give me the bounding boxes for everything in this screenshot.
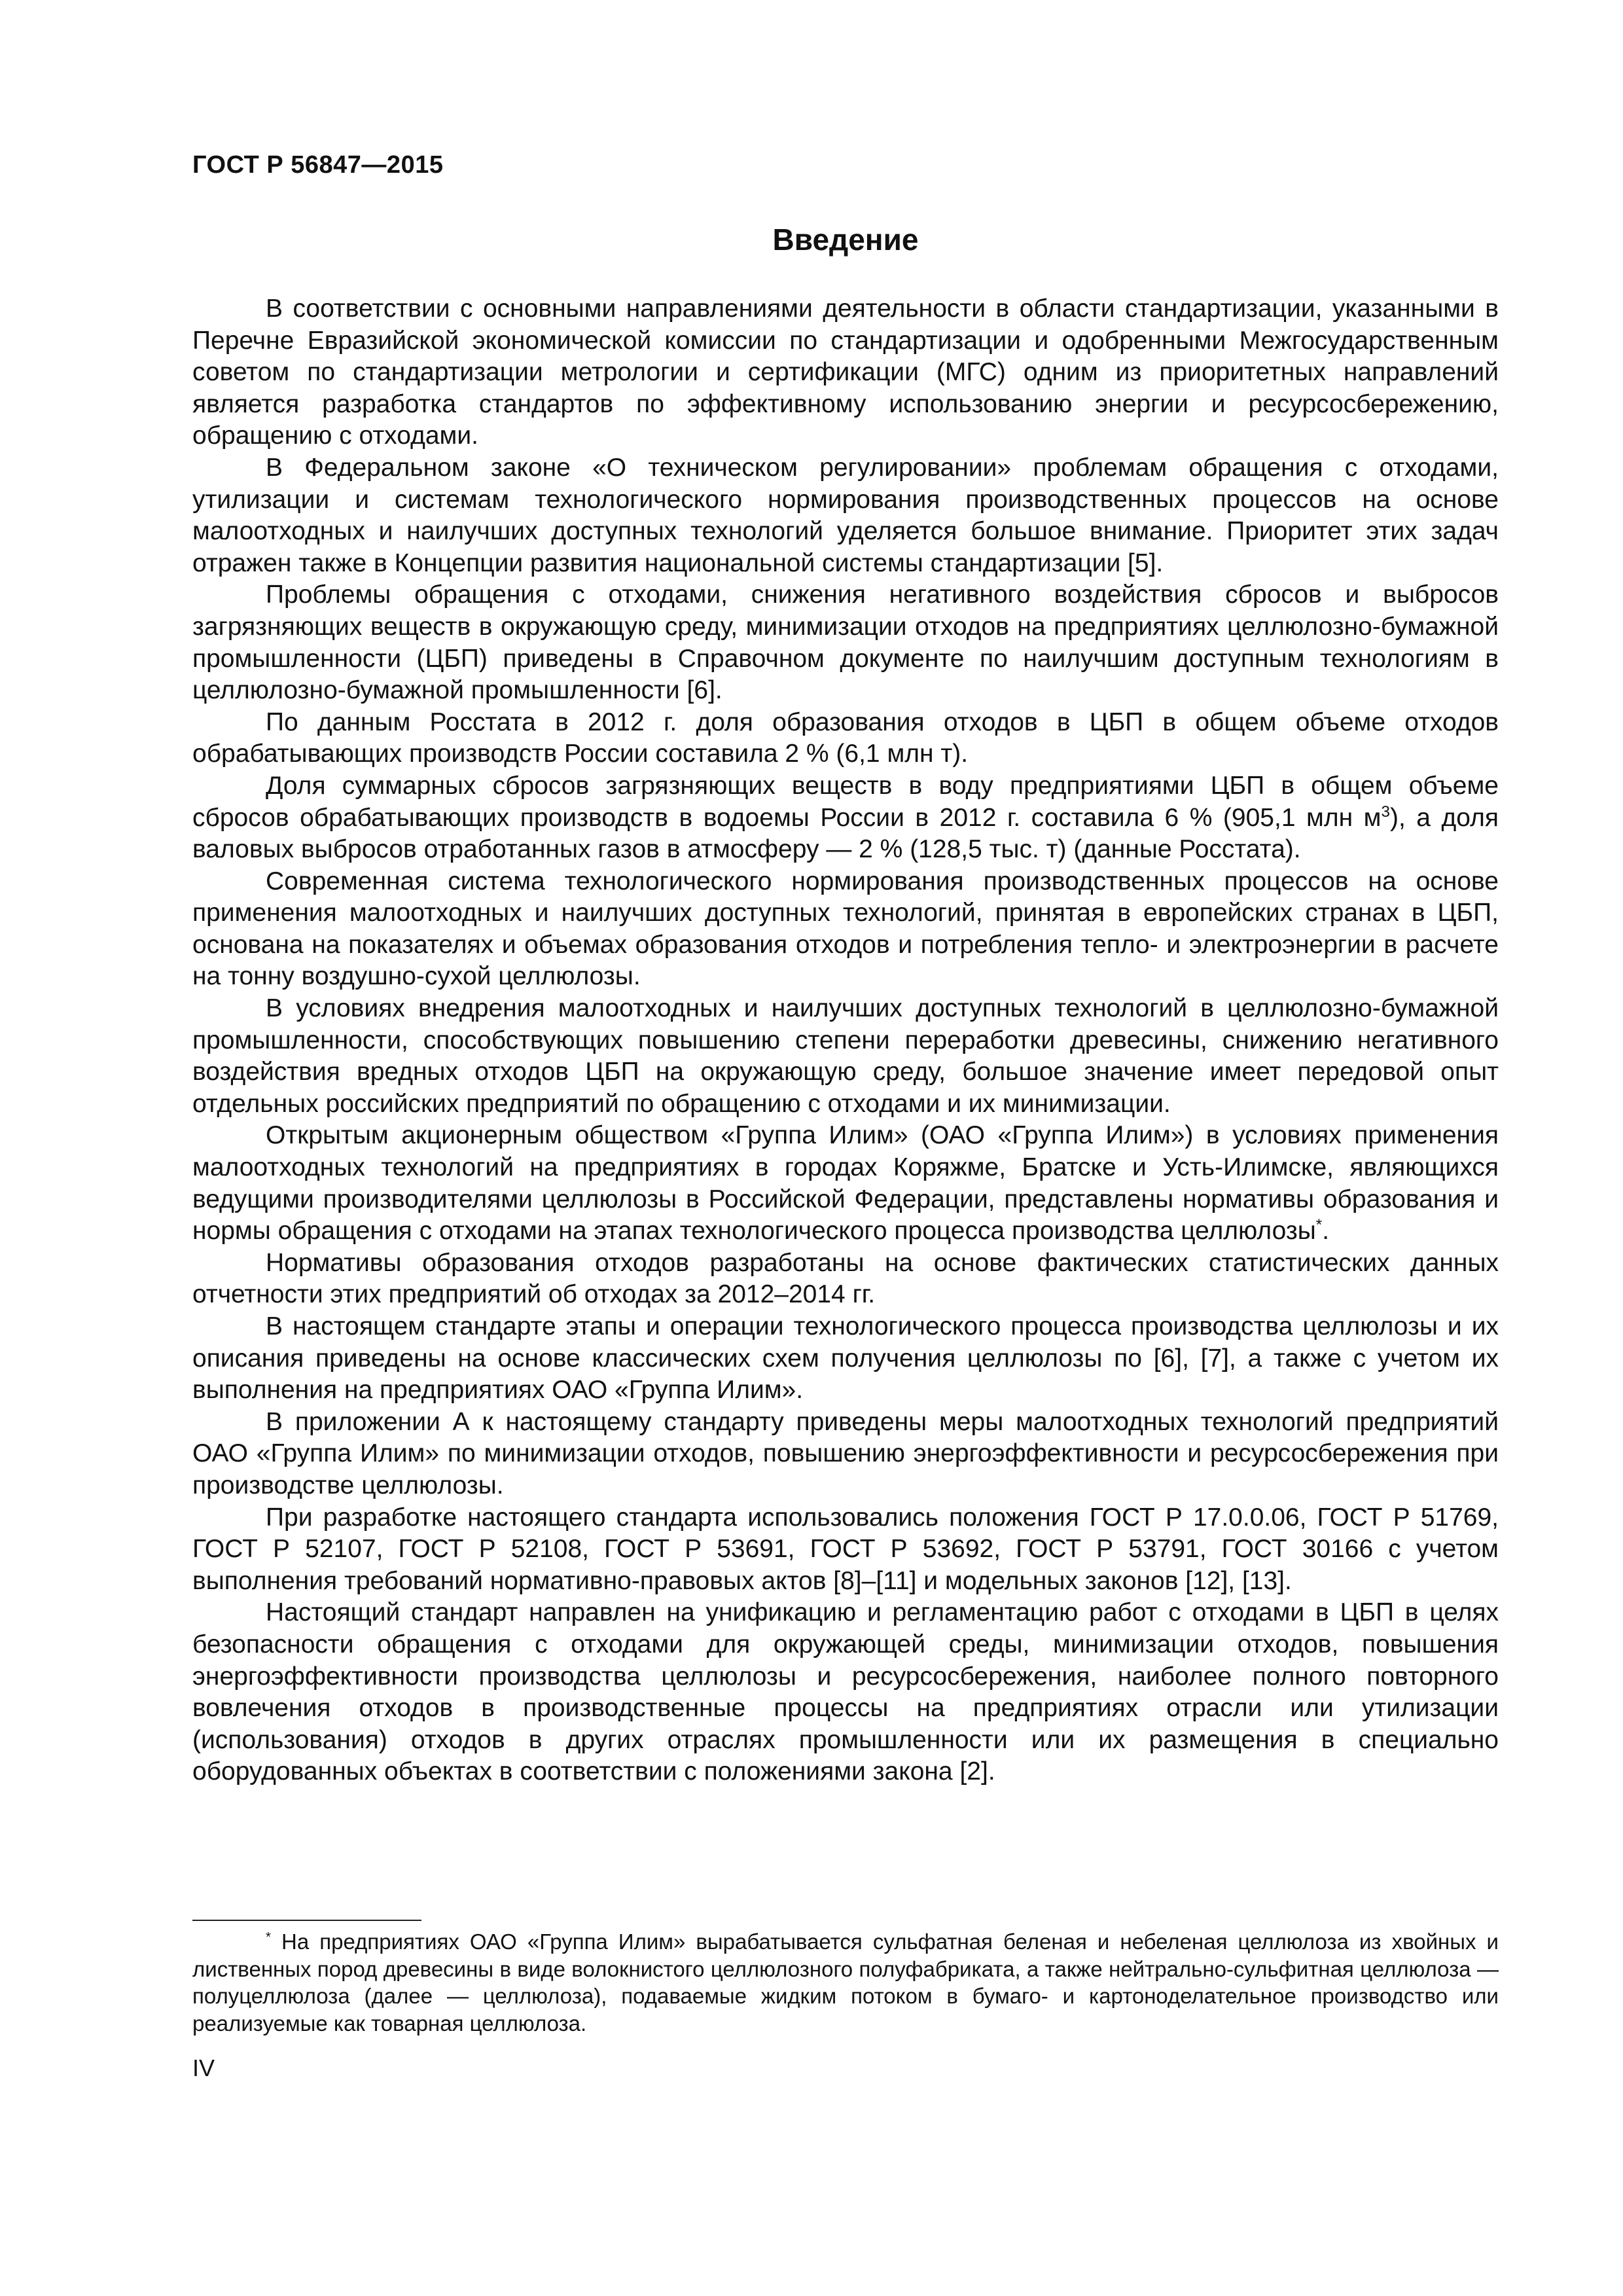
paragraph-text: ), а доля валовых выбросов отработанных газов в атмосферу — 2 % (128,5 тыс. т) (данные Росстата). [192,803,1499,864]
paragraph: В условиях внедрения малоотходных и наилучших доступных технологий в целлюлозно-бумажной промышленности, способствующих повышению степени переработки древесины, снижению негативного воздействия вредных отходов ЦБП на окружающую среду, большое значение имеет передовой опыт отдельных российских предприятий по обращению с отходами и их минимизации. [192,994,1499,1118]
footnote [192,1928,1499,2037]
paragraph: При разработке настоящего стандарта использовались положения ГОСТ Р 17.0.0.06, ГОСТ Р 51769, ГОСТ Р 52107, ГОСТ Р 52108, ГОСТ Р 53691, ГОСТ Р 53692, ГОСТ Р 53791, ГОСТ 30166 с учетом выполнения требований нормативно-правовых актов [8]–[11] и модельных законов [12], [13]. [192,1503,1499,1595]
paragraph: Настоящий стандарт направлен на унификацию и регламентацию работ с отходами в ЦБП в целях безопасности обращения с отходами для окружающей среды, минимизации отходов, повышения энергоэффективности производства целлюлозы и ресурсосбережения, наиболее полного повторного вовлечения отходов в производственные процессы на предприятиях отрасли или утилизации (использования) отходов в других отраслях промышленности или их размещения в специально оборудованных объектах в соответствии с положениями закона [2]. [192,1598,1499,1786]
paragraph: В Федеральном законе «О техническом регулировании» проблемам обращения с отходами, утилизации и системам технологического нормирования производственных процессов на основе малоотходных и наилучших доступных технологий уделяется большое внимание. Приоритет этих задач отражен также в Концепции развития национальной системы стандартизации [5]. [192,453,1499,577]
footnote-reference: * [1315,1216,1323,1234]
footnote-marker: * [266,1929,271,1945]
paragraph [192,770,1499,866]
superscript: 3 [1381,802,1390,821]
paragraph: В настоящем стандарте этапы и операции технологического процесса производства целлюлозы и их описания приведены на основе классических схем получения целлюлозы по [6], [7], а также с учетом их выполнения на предприятиях ОАО «Группа Илим». [192,1312,1499,1405]
body-text [192,293,1499,1788]
paragraph: Современная система технологического нормирования производственных процессов на основе применения малоотходных и наилучших доступных технологий, принятая в европейских странах в ЦБП, основана на показателях и объемах образования отходов и потребления тепло- и электроэнергии в расчете на тонну воздушно-сухой целлюлозы. [192,867,1499,991]
paragraph: Проблемы обращения с отходами, снижения негативного воздействия сбросов и выбросов загрязняющих веществ в окружающую среду, минимизации отходов на предприятиях целлюлозно-бумажной промышленности (ЦБП) приведены в Справочном документе по наилучшим доступным технологиям в целлюлозно-бумажной промышленности [6]. [192,581,1499,705]
section-title: Введение [772,223,919,257]
paragraph: Нормативы образования отходов разработаны на основе фактических статистических данных отчетности этих предприятий об отходах за 2012–2014 гг. [192,1248,1499,1309]
paragraph-text: . [1322,1217,1330,1246]
footnote-divider [192,1920,421,1921]
paragraph: По данным Росстата в 2012 г. доля образования отходов в ЦБП в общем объеме отходов обрабатывающих производств России составила 2 % (6,1 млн т). [192,708,1499,768]
paragraph-text: Доля суммарных сбросов загрязняющих веществ в воду предприятиями ЦБП в общем объеме сбросов обрабатывающих производств в водоемы России в 2012 г. составила 6 % (905,1 млн м [192,771,1499,832]
paragraph [192,1120,1499,1247]
page-number: IV [192,2054,215,2081]
paragraph-text: Открытым акционерным обществом «Группа Илим» (ОАО «Группа Илим») в условиях применения малоотходных технологий на предприятиях в городах Коряжме, Братске и Усть-Илимске, являющихся ведущими производителями целлюлозы в Российской Федерации, представлены нормативы образования и нормы обращения с отходами на этапах технологического процесса производства целлюлозы [192,1121,1499,1246]
footnote-text: На предприятиях ОАО «Группа Илим» вырабатывается сульфатная беленая и небеленая целлюлоза из хвойных и лиственных пород древесины в виде волокнистого целлюлозного полуфабриката, а также нейтрально-сульфитная целлюлоза — полуцеллюлоза (далее — целлюлоза), подаваемые жидким потоком в бумаго- и картоноделательное производство или реализуемые как товарная целлюлоза. [192,1929,1499,2036]
document-code: ГОСТ Р 56847—2015 [192,151,444,179]
paragraph: В приложении А к настоящему стандарту приведены меры малоотходных технологий предприятий ОАО «Группа Илим» по минимизации отходов, повышению энергоэффективности и ресурсосбережения при производстве целлюлозы. [192,1407,1499,1499]
paragraph: В соответствии с основными направлениями деятельности в области стандартизации, указанными в Перечне Евразийской экономической комиссии по стандартизации и одобренными Межгосударственным советом по стандартизации метрологии и сертификации (МГС) одним из приоритетных направлений является разработка стандартов по эффективному использованию энергии и ресурсосбережению, обращению с отходами. [192,295,1499,450]
